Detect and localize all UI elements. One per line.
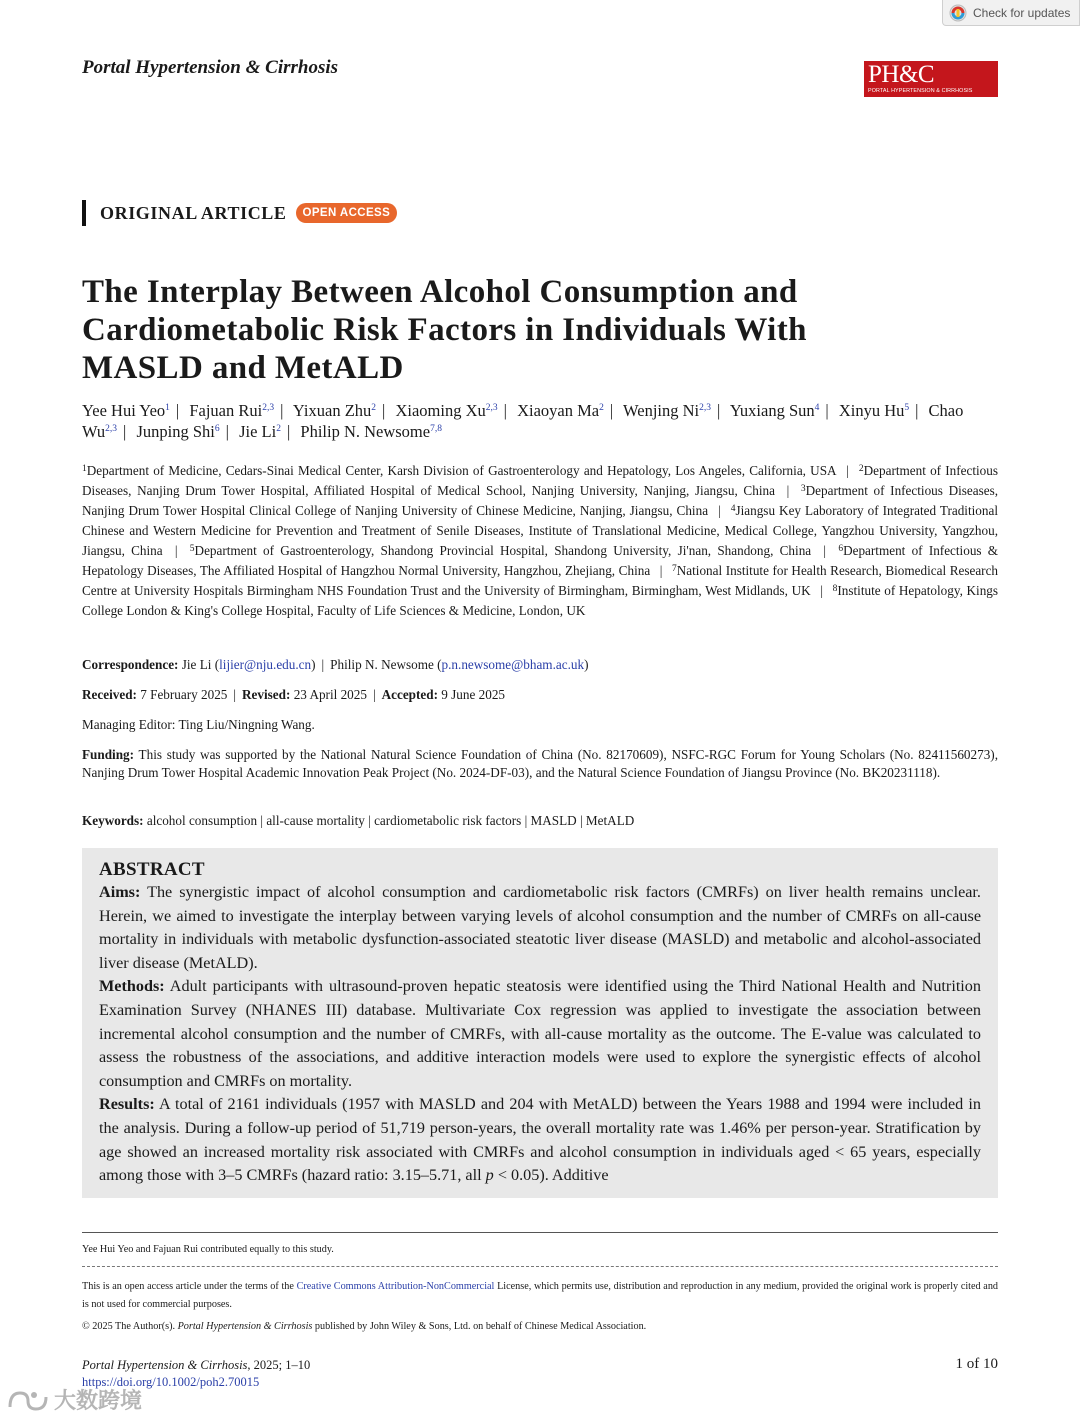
author-affiliation-ref[interactable]: 1 <box>165 403 170 413</box>
author: Yixuan Zhu <box>292 401 372 420</box>
author: Xiaoyan Ma <box>517 401 600 420</box>
footnote-dashed-rule <box>82 1266 998 1267</box>
keywords-label: Keywords: <box>82 813 144 828</box>
affiliation-separator: | <box>718 503 721 518</box>
footer-doi-link[interactable]: https://doi.org/10.1002/poh2.70015 <box>82 1375 260 1389</box>
abstract-heading: ABSTRACT <box>99 859 205 880</box>
author-affiliation-ref[interactable]: 2 <box>371 403 377 413</box>
affiliation-number: 2 <box>858 464 864 474</box>
received-date: 7 February 2025 <box>140 687 228 702</box>
results-text-end: < 0.05). Additive <box>493 1166 609 1185</box>
revised-label: Revised: <box>242 687 291 702</box>
copyright-note <box>82 1318 998 1336</box>
abstract-methods <box>99 975 981 1093</box>
accepted-date: 9 June 2025 <box>441 687 506 702</box>
article-dates: Received: 7 February 2025 | Revised: 23 April 2025 | Accepted: 9 June 2025 <box>82 687 506 702</box>
managing-editor: Managing Editor: Ting Liu/Ningning Wang. <box>82 717 315 732</box>
author-affiliation-ref[interactable]: 2,3 <box>485 403 498 413</box>
author-affiliation-ref[interactable]: 7,8 <box>430 424 442 434</box>
author-affiliation-ref[interactable]: 5 <box>904 403 910 413</box>
aims-text: The synergistic impact of alcohol consumption and cardiometabolic risk factors (CMRFs) on liver health remains unclear. Herein, we aimed to investigate the interplay between varying levels of alcohol consumption and the number of CMRFs on all-cause mortality in individuals with metabolic dysfunction-associated steatotic liver disease (MASLD) and metabolic and alcohol-associated liver disease (MetALD). <box>99 883 981 972</box>
copyright-text-start: © 2025 The Author(s). <box>82 1321 178 1332</box>
author: Jie Li <box>239 422 277 441</box>
affiliation-number: 7 <box>671 564 677 574</box>
footer-citation: , 2025; 1–10 <box>247 1358 311 1372</box>
affiliations <box>82 461 998 621</box>
logo-abbreviation: PH&C <box>868 61 935 88</box>
keyword: MASLD <box>530 813 577 828</box>
check-for-updates-label: Check for updates <box>973 5 1071 20</box>
watermark <box>6 1384 142 1415</box>
affiliation-number: 1 <box>82 464 87 474</box>
keyword: alcohol consumption <box>146 813 258 828</box>
results-p-symbol: p <box>485 1166 494 1185</box>
abstract-results <box>99 1093 981 1187</box>
license-note <box>82 1278 998 1314</box>
keyword: cardiometabolic risk factors <box>374 813 522 828</box>
author-separator: | <box>915 401 919 420</box>
keyword-list: alcohol consumption | all-cause mortality | cardiometabolic risk factors | MASLD | MetALD <box>146 813 635 828</box>
journal-name: Portal Hypertension & Cirrhosis <box>82 57 339 78</box>
copyright-journal: Portal Hypertension & Cirrhosis <box>177 1321 313 1332</box>
affiliation-text: Department of Infectious Diseases, Nanjing Drum Tower Hospital Clinical College of Nanjing University of Chinese Medicine, Nanjing, Jiangsu, China <box>82 483 999 518</box>
author-separator: | <box>717 401 721 420</box>
article-title: The Interplay Between Alcohol Consumption and Cardiometabolic Risk Factors in Individuals With MASLD and MetALD <box>82 274 807 386</box>
affiliation-text: Department of Gastroenterology, Shandong Provincial Hospital, Shandong University, Ji'nan, Shandong, China <box>194 543 812 558</box>
affiliation-text: Department of Infectious & Hepatology Diseases, The Affiliated Hospital of Hangzhou Normal University, Hangzhou, Zhejiang, China <box>82 543 999 578</box>
affiliation-number: 5 <box>189 544 195 554</box>
author-separator: | <box>175 401 180 420</box>
abstract-aims <box>99 881 981 975</box>
correspondence-email-2[interactable]: p.n.newsome@bham.ac.uk <box>441 657 585 672</box>
methods-text: Adult participants with ultrasound-proven hepatic steatosis were identified using the Third National Health and Nutrition Examination Survey (NHANES III) database. Multivariate Cox regression was applied to investigate the association between incremental alcohol consumption and the number of CMRFs, with all-cause mortality as the outcome. The E-value was calculated to assess the robustness of the associations, and additive interaction models were used to explore the synergistic effects of alcohol consumption and CMRFs on mortality. <box>99 977 981 1090</box>
affiliation-separator: | <box>823 543 827 558</box>
results-label: Results: <box>99 1095 155 1114</box>
journal-logo <box>864 61 998 97</box>
page-number: 1 of 10 <box>955 1356 998 1372</box>
author-separator: | <box>280 401 284 420</box>
article-type-header <box>82 200 397 226</box>
equal-contribution-note: Yee Hui Yeo and Fajuan Rui contributed equally to this study. <box>82 1244 334 1255</box>
author: Wenjing Ni <box>623 401 700 420</box>
author-affiliation-ref[interactable]: 4 <box>814 403 820 413</box>
author-separator: | <box>825 401 829 420</box>
open-access-badge: OPEN ACCESS <box>296 203 398 223</box>
author: Yee Hui Yeo <box>82 401 166 420</box>
affiliation-separator: | <box>820 583 823 598</box>
affiliation-separator: | <box>659 563 663 578</box>
footer-journal: Portal Hypertension & Cirrhosis <box>82 1358 248 1372</box>
keyword: all-cause mortality <box>266 813 365 828</box>
correspondence-email-1[interactable]: lijier@nju.edu.cn <box>219 657 312 672</box>
affiliation-text: Institute of Hepatology, Kings College London & King's College Hospital, Faculty of Life Sciences & Medicine, London, UK <box>82 583 999 618</box>
results-text: A total of 2161 individuals (1957 with MASLD and 204 with MetALD) between the Years 1988 and 1994 were included in the analysis. During a follow-up period of 51,719 person-years, the overall mortality rate was 1.46% per person-year. Stratification by age showed an increased mortality risk associated with CMRFs and alcohol consumption in individuals aged < 65 years, especially among those with 3–5 CMRFs (hazard ratio: 3.15–5.71, all <box>99 1095 981 1185</box>
affiliation-separator: | <box>846 463 849 478</box>
license-text-end: License, which permits use, distribution and reproduction in any medium, provided the original work is properly cited and is not used for commercial purposes. <box>82 1281 999 1310</box>
author: Junping Shi <box>136 422 215 441</box>
author-list <box>82 400 1002 442</box>
author-separator: | <box>286 422 291 441</box>
author-separator: | <box>609 401 614 420</box>
author: Chao Wu <box>82 401 964 441</box>
author-affiliation-ref[interactable]: 2,3 <box>699 403 711 413</box>
article-type-label: ORIGINAL ARTICLE <box>100 202 287 223</box>
affiliation-number: 6 <box>838 544 844 554</box>
affiliation-text: National Institute for Health Research, Biomedical Research Centre at University Hospitals Birmingham NHS Foundation Trust and the University of Birmingham, Birmingham, West Midlands, UK <box>82 563 999 598</box>
funding <box>82 746 998 782</box>
watermark-logo-icon <box>6 1387 50 1413</box>
logo-subtitle: PORTAL HYPERTENSION & CIRRHOSIS <box>868 88 973 94</box>
crossmark-icon <box>949 4 967 22</box>
author-separator: | <box>225 422 229 441</box>
author: Philip N. Newsome <box>300 422 431 441</box>
affiliation-text: Department of Medicine, Cedars-Sinai Medical Center, Karsh Division of Gastroenterology and Hepatology, Los Angeles, California, USA <box>86 463 836 478</box>
keywords <box>82 812 998 830</box>
author: Fajuan Rui <box>189 401 263 420</box>
license-text-start: This is an open access article under the terms of the <box>82 1281 297 1292</box>
author-affiliation-ref[interactable]: 2,3 <box>105 424 118 434</box>
footnote-rule <box>82 1232 998 1233</box>
affiliation-number: 8 <box>832 584 838 594</box>
author-affiliation-ref[interactable]: 2 <box>276 424 281 434</box>
license-link[interactable]: Creative Commons Attribution-NonCommercial <box>296 1281 495 1292</box>
keyword: MetALD <box>585 813 635 828</box>
author: Xinyu Hu <box>838 401 905 420</box>
affiliation-number: 3 <box>800 484 806 494</box>
affiliation-separator: | <box>786 483 790 498</box>
author-affiliation-ref[interactable]: 2,3 <box>262 403 275 413</box>
author-separator: | <box>382 401 386 420</box>
received-label: Received: <box>82 687 137 702</box>
funding-text: This study was supported by the National Natural Science Foundation of China (No. 82170609), NSFC-RGC Forum for Young Scholars (No. 82411560273), Nanjing Drum Tower Hospital Academic Innovation Peak Project (No. 2024-DF-03), and the Natural Science Foundation of Jiangsu Province (No. BK20231118). <box>82 747 998 780</box>
affiliation-text: Jiangsu Key Laboratory of Integrated Traditional Chinese and Western Medicine for Prevention and Treatment of Senile Diseases, Institute of Translational Medicine, Medical College, Yangzhou University, Yangzhou, Jiangsu, China <box>82 503 998 558</box>
affiliation-separator: | <box>174 543 178 558</box>
check-for-updates-button[interactable] <box>942 0 1080 26</box>
affiliation-text: Department of Infectious Diseases, Nanjing Drum Tower Hospital, Affiliated Hospital of Medical School, Nanjing University, Nanjing, Jiangsu, China <box>82 463 998 498</box>
affiliation-number: 4 <box>730 504 736 514</box>
correspondence-name-1: Jie Li <box>181 657 212 672</box>
watermark-text: 大数跨境 <box>54 1389 143 1414</box>
funding-label: Funding: <box>82 747 135 762</box>
abstract-box <box>82 848 998 1198</box>
correspondence: Correspondence: Jie Li (lijier@nju.edu.cn) | Philip N. Newsome (p.n.newsome@bham.ac.uk) <box>82 657 589 672</box>
author: Yuxiang Sun <box>729 401 815 420</box>
author-separator: | <box>123 422 127 441</box>
author: Xiaoming Xu <box>395 401 486 420</box>
accepted-label: Accepted: <box>381 687 438 702</box>
article-type-bar <box>82 200 86 226</box>
revised-date: 23 April 2025 <box>293 687 367 702</box>
aims-label: Aims: <box>99 883 141 901</box>
correspondence-name-2: Philip N. Newsome <box>330 657 434 672</box>
methods-label: Methods: <box>99 977 165 996</box>
correspondence-label: Correspondence: <box>82 657 179 672</box>
author-affiliation-ref[interactable]: 6 <box>214 424 220 434</box>
author-affiliation-ref[interactable]: 2 <box>599 403 604 413</box>
copyright-text-end: published by John Wiley & Sons, Ltd. on behalf of Chinese Medical Association. <box>312 1321 647 1332</box>
author-separator: | <box>503 401 507 420</box>
